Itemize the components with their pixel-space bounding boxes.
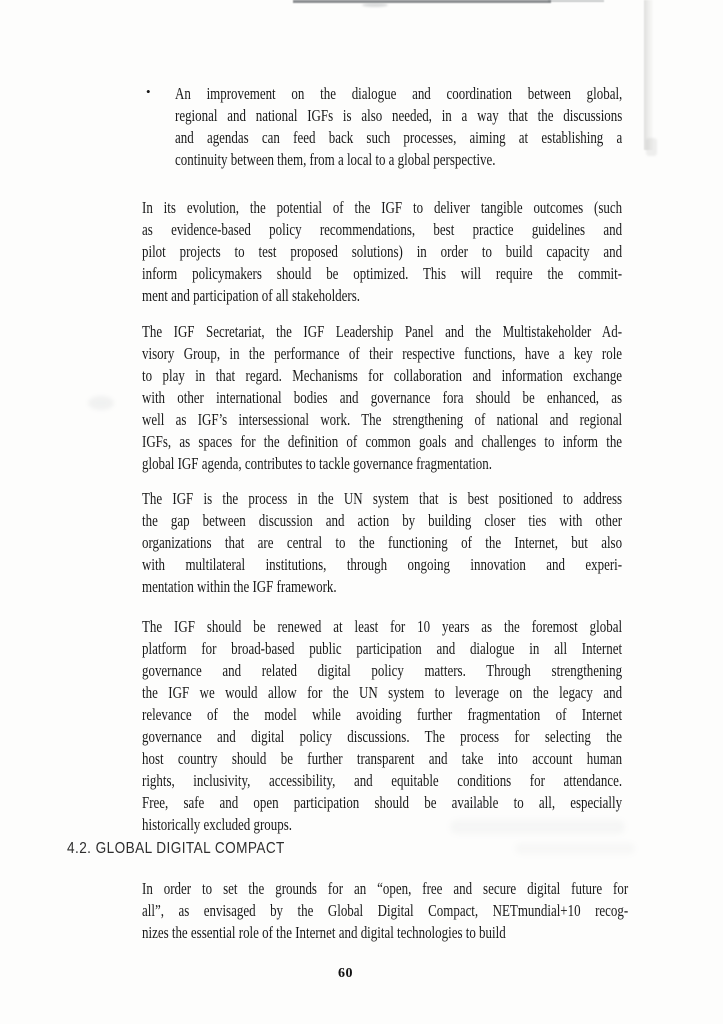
scan-artifact-page-edge-notch (646, 138, 657, 156)
text-line: The IGF is the process in the UN system that is best positioned to address (142, 489, 623, 508)
text-line: The IGF should be renewed at least for 10 years as the foremost global (142, 617, 623, 636)
paragraph-igf-secretariat (142, 321, 622, 475)
text-line: Free, safe and open participation should be available to all, especially (142, 793, 623, 812)
text-line: well as IGF’s intersessional work. The strengthening of national and regional (142, 410, 623, 429)
text-line: governance and digital policy discussions. The process for selecting the (142, 727, 623, 746)
text-line: relevance of the model while avoiding further fragmentation of Internet (142, 705, 623, 724)
scan-artifact-top-blob (362, 3, 388, 7)
page-number: 60 (338, 966, 353, 981)
text-line: platform for broad-based public participation and dialogue in all Internet (142, 639, 623, 658)
scan-artifact-showthrough-3 (88, 396, 114, 410)
bullet-item-text (175, 83, 622, 171)
text-line: inform policymakers should be optimized. This will require the commit- (142, 264, 623, 283)
text-line: regional and national IGFs is also needed, in a way that the discussions (175, 106, 623, 125)
text-line: visory Group, in the performance of their respective functions, have a key role (142, 344, 623, 363)
text-line: the IGF we would allow for the UN system to leverage on the legacy and (142, 683, 623, 702)
text-line: all”, as envisaged by the Global Digital Compact, NETmundial+10 recog- (142, 901, 629, 920)
scan-artifact-top-bar (293, 0, 551, 3)
text-line: and agendas can feed back such processes, aiming at establishing a (175, 128, 623, 147)
paragraph-igf-un-system (142, 488, 622, 598)
paragraph-global-digital-compact (142, 878, 628, 944)
paragraph-igf-evolution (142, 197, 622, 307)
text-line: governance and related digital policy matters. Through strengthening (142, 661, 623, 680)
text-line: rights, inclusivity, accessibility, and equitable conditions for attendance. (142, 771, 623, 790)
text-line: the gap between discussion and action by building closer ties with other (142, 511, 623, 530)
text-line: with other international bodies and governance fora should be enhanced, as (142, 388, 623, 407)
text-line: An improvement on the dialogue and coordination between global, (175, 84, 623, 103)
text-line: with multilateral institutions, through ongoing innovation and experi- (142, 555, 623, 574)
bullet-marker: • (146, 84, 151, 99)
text-line: continuity between them, from a local to a global perspective. (175, 150, 496, 169)
text-line: nizes the essential role of the Internet and digital technologies to build (142, 923, 506, 942)
paragraph-igf-renewal (142, 616, 622, 836)
text-line: IGFs, as spaces for the definition of common goals and challenges to inform the (142, 432, 623, 451)
text-line: mentation within the IGF framework. (142, 577, 337, 596)
scan-artifact-top-bar-faint (548, 0, 604, 2)
text-line: The IGF Secretariat, the IGF Leadership Panel and the Multistakeholder Ad- (142, 322, 623, 341)
text-line: as evidence-based policy recommendations, best practice guidelines and (142, 220, 623, 239)
text-line: ment and participation of all stakeholders. (142, 286, 360, 305)
text-line: organizations that are central to the functioning of the Internet, but also (142, 533, 623, 552)
scan-artifact-showthrough-2 (515, 843, 635, 854)
text-line: historically excluded groups. (142, 815, 293, 834)
text-line: to play in that regard. Mechanisms for collaboration and information exchange (142, 366, 623, 385)
text-line: In its evolution, the potential of the IGF to deliver tangible outcomes (such (142, 198, 623, 217)
text-line: pilot projects to test proposed solutions) in order to build capacity and (142, 242, 623, 261)
scan-artifact-page-edge (644, 0, 653, 150)
text-line: In order to set the grounds for an “open, free and secure digital future for (142, 879, 629, 898)
section-heading: 4.2. GLOBAL DIGITAL COMPACT (67, 840, 285, 857)
text-line: host country should be further transparent and take into account human (142, 749, 623, 768)
text-line: global IGF agenda, contributes to tackle governance fragmentation. (142, 454, 492, 473)
